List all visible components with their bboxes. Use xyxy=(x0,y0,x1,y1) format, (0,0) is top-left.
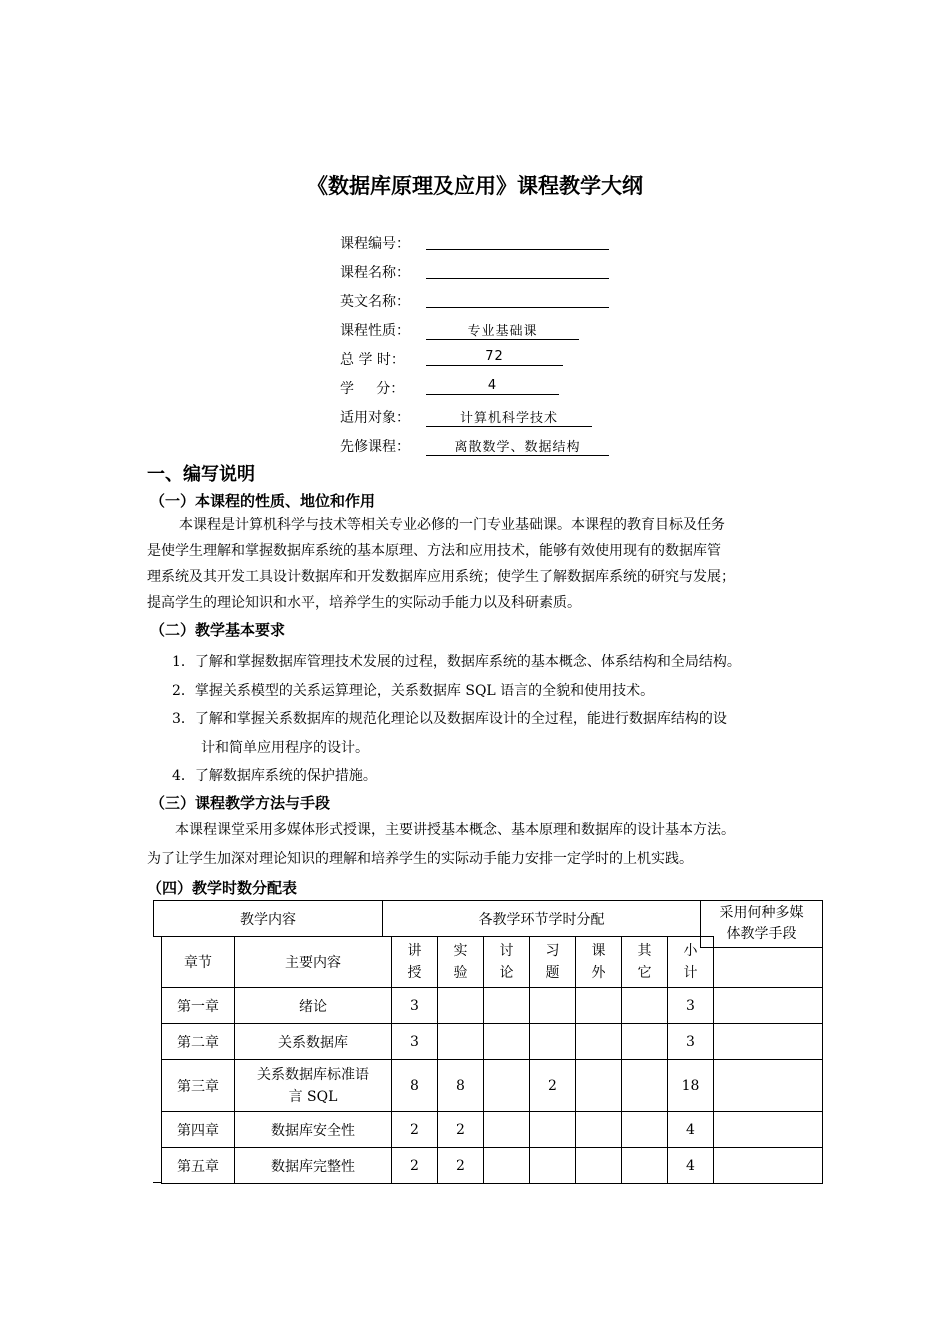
cell-content: 数据库安全性 xyxy=(235,1112,392,1148)
cell-content: 关系数据库 xyxy=(235,1024,392,1060)
header-char: 论 xyxy=(499,965,514,981)
cell-exercise xyxy=(530,1148,576,1184)
table-subheader-row xyxy=(162,937,823,988)
info-credits xyxy=(340,378,559,404)
cell-lecture: 3 xyxy=(392,1024,438,1060)
info-label: 先修课程： xyxy=(340,439,410,455)
cell-lecture: 2 xyxy=(392,1112,438,1148)
header-chapter: 章节 xyxy=(162,937,235,988)
paragraph-line: 提高学生的理论知识和水平，培养学生的实际动手能力以及科研素质。 xyxy=(147,595,581,611)
header-subtotal xyxy=(668,937,714,988)
cell-subtotal: 4 xyxy=(668,1112,714,1148)
cell-exercise xyxy=(530,988,576,1024)
header-char: 授 xyxy=(407,965,422,981)
cell-extracurricular xyxy=(576,1060,622,1112)
section-heading: 一、编写说明 xyxy=(147,464,255,485)
header-discussion xyxy=(484,937,530,988)
header-char: 其 xyxy=(637,943,652,959)
header-char: 题 xyxy=(545,965,560,981)
cell-exercise xyxy=(530,1112,576,1148)
header-other xyxy=(622,937,668,988)
cell-lab: 8 xyxy=(438,1060,484,1112)
list-item: 4．了解数据库系统的保护措施。 xyxy=(172,768,377,784)
subsection-heading: （一）本课程的性质、地位和作用 xyxy=(150,492,376,510)
header-lecture xyxy=(392,937,438,988)
cell-extracurricular xyxy=(576,1148,622,1184)
cell-discussion xyxy=(484,1060,530,1112)
list-item: 2．掌握关系模型的关系运算理论，关系数据库 SQL 语言的全貌和使用技术。 xyxy=(172,683,655,699)
cell-lab: 2 xyxy=(438,1148,484,1184)
cell-discussion xyxy=(484,1112,530,1148)
info-label: 课程名称： xyxy=(340,265,410,281)
header-media-line: 采用何种多媒 xyxy=(719,905,804,921)
cell-content xyxy=(235,1060,392,1112)
cell-chapter: 第四章 xyxy=(162,1112,235,1148)
cell-content-line: 关系数据库标准语 xyxy=(257,1066,369,1083)
table-row xyxy=(162,1024,823,1060)
header-hours-distribution: 各教学环节学时分配 xyxy=(383,901,701,937)
cell-other xyxy=(622,1024,668,1060)
paragraph-line: 是使学生理解和掌握数据库系统的基本原理、方法和应用技术，能够有效使用现有的数据库管 xyxy=(147,543,721,559)
cell-lecture: 2 xyxy=(392,1148,438,1184)
cell-media xyxy=(714,1148,823,1184)
info-value xyxy=(426,233,609,250)
header-char: 讲 xyxy=(407,943,422,959)
list-item: 计和简单应用程序的设计。 xyxy=(201,740,369,756)
header-char: 验 xyxy=(453,965,468,981)
cell-exercise: 2 xyxy=(530,1060,576,1112)
header-char: 外 xyxy=(591,965,606,981)
hours-table-header-top xyxy=(153,900,701,937)
table-row xyxy=(162,988,823,1024)
paragraph-line: 为了让学生加深对理论知识的理解和培养学生的实际动手能力安排一定学时的上机实践。 xyxy=(147,851,693,867)
header-teaching-content: 教学内容 xyxy=(154,901,383,937)
subsection-heading: （二）教学基本要求 xyxy=(150,621,286,639)
cell-discussion xyxy=(484,1148,530,1184)
info-total-hours xyxy=(340,349,563,375)
cell-extracurricular xyxy=(576,988,622,1024)
cell-lab: 2 xyxy=(438,1112,484,1148)
cell-lecture: 3 xyxy=(392,988,438,1024)
table-row xyxy=(162,1060,823,1112)
cell-discussion xyxy=(484,988,530,1024)
header-extracurricular xyxy=(576,937,622,988)
info-prerequisites xyxy=(340,436,609,462)
info-value: 4 xyxy=(426,378,559,395)
cell-chapter: 第五章 xyxy=(162,1148,235,1184)
header-char: 习 xyxy=(545,943,560,959)
paragraph-line: 理系统及其开发工具设计数据库和开发数据库应用系统；使学生了解数据库系统的研究与发展； xyxy=(147,569,735,585)
header-char: 计 xyxy=(683,965,698,981)
table-row xyxy=(162,1112,823,1148)
document-title: 《数据库原理及应用》课程教学大纲 xyxy=(307,174,643,198)
info-value xyxy=(426,291,609,308)
info-course-nature xyxy=(340,320,579,346)
subsection-heading: （四）教学时数分配表 xyxy=(147,879,298,897)
info-value xyxy=(426,262,609,279)
subsection-heading: （三）课程教学方法与手段 xyxy=(150,794,331,812)
table-corner-mark xyxy=(153,1182,161,1183)
info-label: 适用对象： xyxy=(340,410,410,426)
cell-media xyxy=(714,988,823,1024)
info-value: 72 xyxy=(426,349,563,366)
info-value: 专业基础课 xyxy=(426,320,579,340)
info-audience xyxy=(340,407,592,433)
header-main-content: 主要内容 xyxy=(235,937,392,988)
cell-other xyxy=(622,988,668,1024)
paragraph-line: 本课程课堂采用多媒体形式授课，主要讲授基本概念、基本原理和数据库的设计基本方法。 xyxy=(175,822,735,838)
cell-chapter: 第二章 xyxy=(162,1024,235,1060)
cell-discussion xyxy=(484,1024,530,1060)
info-value: 离散数学、数据结构 xyxy=(426,436,609,456)
header-media-line: 体教学手段 xyxy=(726,926,797,942)
cell-content-line: 言 SQL xyxy=(288,1088,338,1105)
cell-lecture: 8 xyxy=(392,1060,438,1112)
info-english-name xyxy=(340,291,609,317)
header-char: 它 xyxy=(637,965,652,981)
cell-chapter: 第三章 xyxy=(162,1060,235,1112)
cell-chapter: 第一章 xyxy=(162,988,235,1024)
cell-subtotal: 3 xyxy=(668,1024,714,1060)
cell-other xyxy=(622,1148,668,1184)
cell-subtotal: 4 xyxy=(668,1148,714,1184)
info-label: 英文名称： xyxy=(340,294,410,310)
cell-lab xyxy=(438,1024,484,1060)
cell-extracurricular xyxy=(576,1024,622,1060)
cell-content: 绪论 xyxy=(235,988,392,1024)
header-char: 实 xyxy=(453,943,468,959)
cell-exercise xyxy=(530,1024,576,1060)
hours-table xyxy=(161,936,823,1184)
info-label: 学 分： xyxy=(340,381,405,397)
cell-media xyxy=(714,1060,823,1112)
cell-other xyxy=(622,1112,668,1148)
cell-media xyxy=(714,1112,823,1148)
cell-media xyxy=(714,1024,823,1060)
header-media-spacer xyxy=(714,937,823,988)
header-char: 小 xyxy=(683,943,698,959)
header-lab xyxy=(438,937,484,988)
header-exercise xyxy=(530,937,576,988)
list-item: 1．了解和掌握数据库管理技术发展的过程，数据库系统的基本概念、体系结构和全局结构。 xyxy=(172,654,741,670)
cell-lab xyxy=(438,988,484,1024)
cell-content: 数据库完整性 xyxy=(235,1148,392,1184)
table-row xyxy=(162,1148,823,1184)
header-char: 讨 xyxy=(499,943,514,959)
cell-other xyxy=(622,1060,668,1112)
cell-extracurricular xyxy=(576,1112,622,1148)
info-label: 课程编号： xyxy=(340,236,410,252)
info-course-name xyxy=(340,262,609,288)
info-label: 总 学 时： xyxy=(340,352,405,368)
paragraph-line: 本课程是计算机科学与技术等相关专业必修的一门专业基础课。本课程的教育目标及任务 xyxy=(179,517,725,533)
info-course-code xyxy=(340,233,609,259)
info-label: 课程性质： xyxy=(340,323,410,339)
cell-subtotal: 3 xyxy=(668,988,714,1024)
cell-subtotal: 18 xyxy=(668,1060,714,1112)
header-char: 课 xyxy=(591,943,606,959)
info-value: 计算机科学技术 xyxy=(426,407,592,427)
list-item: 3．了解和掌握关系数据库的规范化理论以及数据库设计的全过程，能进行数据库结构的设 xyxy=(172,711,727,727)
